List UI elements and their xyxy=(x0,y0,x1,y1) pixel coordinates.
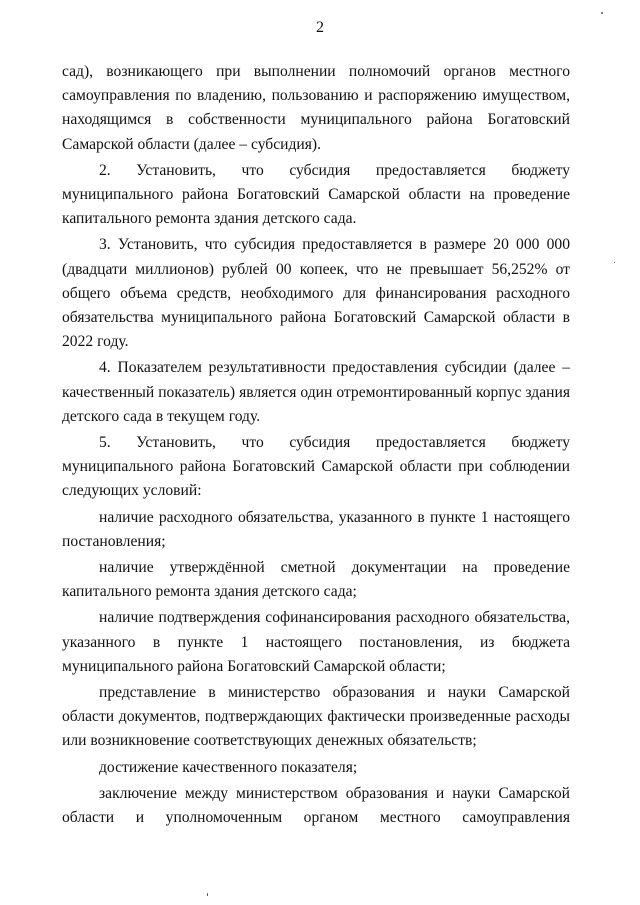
paragraph-1: сад), возникающего при выполнении полномочий органов местного самоуправления по владению, пользованию и распоряжению имуществом, находящимся в собственности муниципального района Богатовский Самарской области (далее – субсидия). xyxy=(62,63,570,153)
paragraph-6: наличие расходного обязательства, указанного в пункте 1 настоящего постановления; xyxy=(62,508,570,550)
scan-speck xyxy=(614,262,615,263)
document-body xyxy=(62,60,570,832)
paragraph-2: 2. Установить, что субсидия предоставляется бюджету муниципального района Богатовский Самарской области на проведение капитального ремонта здания детского сада. xyxy=(62,161,570,228)
paragraph-4: 4. Показателем результативности предоставления субсидии (далее – качественный показатель) является один отремонтированный корпус здания детского сада в текущем году. xyxy=(62,359,570,425)
scan-speck xyxy=(207,893,208,896)
paragraph-7: наличие утверждённой сметной документации на проведение капитального ремонта здания детского сада; xyxy=(62,559,570,601)
paragraph-10: достижение качественного показателя; xyxy=(99,758,358,776)
paragraph-8: наличие подтверждения софинансирования расходного обязательства, указанного в пункте 1 настоящего постановления, из бюджета муниципального района Богатовский Самарской области; xyxy=(62,609,570,675)
paragraph-9: представление в министерство образования и науки Самарской области документов, подтверждающих фактически произведенные расходы или возникновение соответствующих денежных обязательств; xyxy=(62,684,570,750)
paragraph-11: заключение между министерством образования и науки Самарской области и уполномоченным органом местного самоуправления xyxy=(62,784,570,827)
page-number: 2 xyxy=(316,19,324,36)
paragraph-5: 5. Установить, что субсидия предоставляется бюджету муниципального района Богатовский Самарской области при соблюдении следующих условий: xyxy=(62,434,570,500)
scan-speck xyxy=(601,12,603,14)
paragraph-3: 3. Установить, что субсидия предоставляется в размере 20 000 000 (двадцати миллионов) рублей 00 копеек, что не превышает 56,252% от общего объема средств, необходимого для финансирования расходного обязательства муниципального района Богатовский Самарской области в 2022 году. xyxy=(62,236,570,351)
